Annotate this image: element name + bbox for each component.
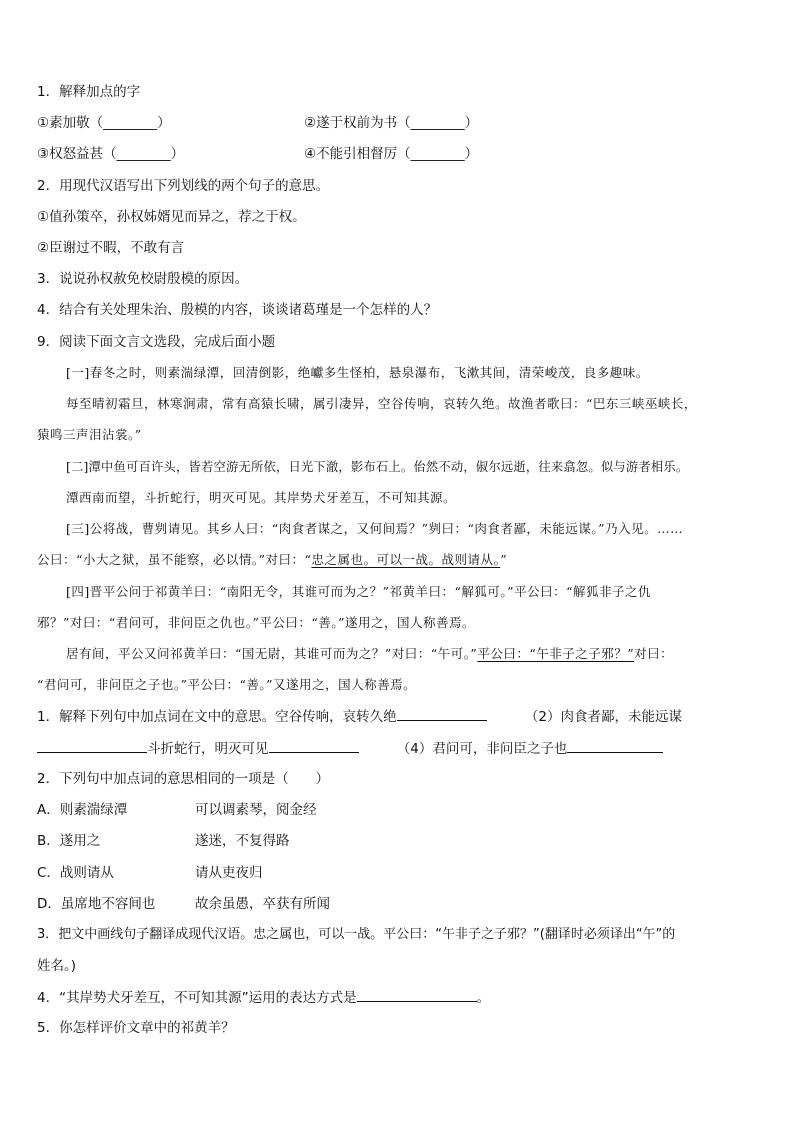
passage-2-line-2: [66, 489, 456, 507]
passage-2-line-1: [二]潭中鱼可百许头，皆若空游无所依，日光下澈，影布石上。佁然不动，俶尔远逝，往来翕忽。似与游者相乐。: [66, 460, 689, 474]
passage-1-para-2-line-1: 每至晴初霜旦，林寒涧肃，常有高猿长啸，属引凄异，空谷传响，哀转久绝。故渔者歌曰：“巴东三峡巫峡长，: [66, 396, 697, 411]
s1-q1-item-2: ②遂于权前为书（________）: [304, 115, 479, 131]
s1-q2-sentence-1: ①值孙策卒，孙权姊婿见而异之，荐之于权。: [37, 209, 306, 225]
option-a[interactable]: [37, 801, 397, 819]
s9-q1-line-1: [37, 707, 682, 726]
passage-4-line-3: [66, 645, 673, 663]
s9-q1-item-2: （2）肉食者鄙，未能远谋: [524, 709, 682, 725]
s9-q1-blank-2[interactable]: [37, 739, 147, 753]
option-d[interactable]: [37, 895, 397, 913]
s1-question-1: 1．解释加点的字: [37, 84, 141, 100]
passage-3-line-1: [三]公将战，曹刿请见。其乡人曰：“肉食者谋之，又何间焉？”刿曰：“肉食者鄙，未能远谋。”乃入见。……: [66, 521, 684, 536]
passage-2-line-2-text: 潭西南而望，: [66, 490, 145, 505]
s9-q1-item-3: 斗折蛇行，明灭可见: [147, 741, 269, 757]
option-d-text: D．虽席地不容间也: [37, 896, 156, 912]
s9-q4-text: 4．“其岸势犬牙差互，不可知其源”运用的表达方式是: [37, 990, 357, 1006]
passage-1-para-2-line-2: 猿鸣三声泪沾裳。”: [37, 427, 142, 442]
s1-question-4: 4．结合有关处理朱治、殷模的内容，谈谈诸葛瑾是一个怎样的人？: [37, 302, 438, 318]
s9-question-3-line-1: 3．把文中画线句子翻译成现代汉语。忠之属也，可以一战。平公曰：“午非子之子邪？”(翻译时必须译出“午”的: [37, 927, 676, 942]
s1-q2-sentence-2: ②臣谢过不暇，不敢有言: [37, 240, 185, 256]
passage-3-line-2: [37, 551, 507, 569]
option-c-compare: 请从吏夜归: [195, 865, 263, 881]
passage-4-line-3-end: 对曰：: [634, 646, 674, 661]
s1-question-3: 3．说说孙权赦免校尉殷模的原因。: [37, 271, 249, 287]
s9-q1-item-1: 1．解释下列句中加点词在文中的意思。空谷传响，哀转久绝: [37, 709, 397, 725]
s9-q1-line-2: [37, 739, 663, 758]
passage-4-line-1: [四]晋平公问于祁黄羊曰：“南阳无令，其谁可而为之？”祁黄羊曰：“解狐可。”平公曰：“解狐非子之仇: [66, 584, 651, 599]
s1-q1-row-1: [37, 114, 597, 132]
passage-4-line-4: “君问可，非问臣之子也。”平公曰：“善。”又遂用之，国人称善焉。: [37, 677, 417, 692]
passage-3-line-2-text: 公曰：“小大之狱，虽不能察，必以情。”对曰：“: [37, 552, 312, 567]
s9-question-5: 5．你怎样评价文章中的祁黄羊？: [37, 1020, 235, 1036]
s9-q4-end: 。: [476, 990, 491, 1006]
option-a-text: A．则素湍绿潭: [37, 802, 128, 818]
s9-question-4: [37, 988, 490, 1007]
s1-q1-row-2: [37, 145, 597, 163]
option-d-compare: 故余虽愚，卒获有所闻: [195, 896, 330, 912]
s1-q1-item-4: ④不能引相督厉（________）: [304, 146, 479, 162]
option-c[interactable]: [37, 864, 397, 882]
s9-q1-blank-3[interactable]: [269, 739, 359, 753]
passage-4-line-3-text: 居有间，平公又问祁黄羊曰：“国无尉，其谁可而为之？”对曰：“午可。”: [66, 646, 478, 661]
s9-title: 9．阅读下面文言文选段，完成后面小题: [37, 334, 276, 350]
s1-q1-item-1: ①素加敬（________）: [37, 115, 171, 131]
s1-question-2: 2．用现代汉语写出下列划线的两个句子的意思。: [37, 178, 330, 194]
s9-q1-blank-4[interactable]: [567, 739, 663, 753]
s9-q1-blank-1[interactable]: [397, 707, 487, 721]
option-b-text: B．遂用之: [37, 833, 101, 849]
s9-q1-item-4: （4）君问可，非问臣之子也: [396, 741, 568, 757]
option-b[interactable]: [37, 832, 397, 850]
passage-3-underlined-sentence: 忠之属也。可以一战。战则请从。: [311, 552, 501, 567]
passage-4-underlined-sentence: 平公曰：“午非子之子邪？”: [477, 646, 635, 661]
s1-q1-item-3: ③权怒益甚（________）: [37, 146, 185, 162]
s9-q4-blank[interactable]: [357, 988, 477, 1002]
s9-question-3-line-2: 姓名。): [37, 958, 77, 974]
option-a-compare: 可以调素琴，阅金经: [195, 802, 317, 818]
option-c-text: C．战则请从: [37, 865, 114, 881]
passage-1-para-1: [一]春冬之时，则素湍绿潭，回清倒影，绝巘多生怪柏，悬泉瀑布，飞漱其间，清荣峻茂，良多趣味。: [66, 365, 649, 380]
passage-3-line-2-end: ”: [500, 552, 508, 567]
option-b-compare: 遂迷，不复得路: [195, 833, 290, 849]
s9-question-2: 2．下列句中加点词的意思相同的一项是（ ）: [37, 771, 330, 787]
passage-2-underlined: 斗折蛇行，明灭可见。其岸势犬牙差互，不可知其源。: [144, 490, 457, 505]
passage-4-line-2: 邪？”对曰：“君问可，非问臣之仇也。”平公曰：“善。”遂用之，国人称善焉。: [37, 615, 475, 630]
